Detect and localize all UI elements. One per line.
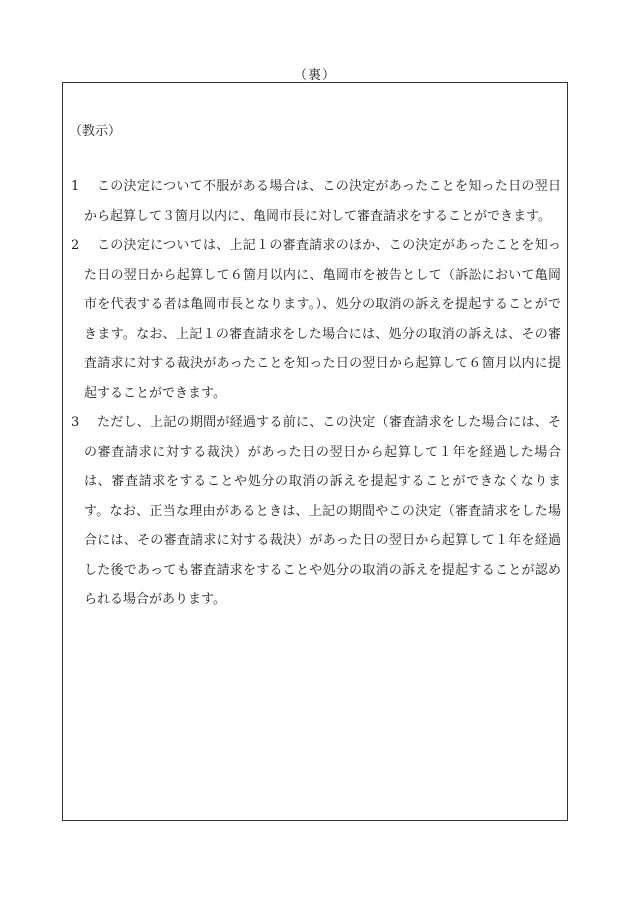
notice-frame [62,82,568,821]
page-side-label: （裏） [293,68,336,83]
notice-item-text: この決定については、上記１の審査請求のほか、この決定があったことを知った日の翌日から起算して６箇月以内に、亀岡市を被告として（訴訟において亀岡市を代表する者は亀岡市長となります。）、処分の取消の訴えを提起することができます。なお、上記１の審査請求をした場合には、処分の取消の訴えは、その審査請求に対する裁決があったことを知った日の翌日から起算して６箇月以内に提起することができます。 [84,238,561,401]
notice-item-text: ただし、上記の期間が経過する前に、この決定（審査請求をした場合には、その審査請求に対する裁決）があった日の翌日から起算して１年を経過した場合は、審査請求をすることや処分の取消の訴えを提起することができなくなります。なお、正当な理由があるときは、上記の期間やこの決定（審査請求をした場合には、その審査請求に対する裁決）があった日の翌日から起算して１年を経過した後であっても審査請求をすることや処分の取消の訴えを提起することが認められる場合があります。 [84,415,561,607]
notice-item-1 [63,172,567,231]
notice-item-number: 1 [71,179,80,194]
notice-item-3 [63,408,567,615]
notice-item-text: この決定について不服がある場合は、この決定があったことを知った日の翌日から起算して３箇月以内に、亀岡市長に対して審査請求をすることができます。 [84,179,561,224]
notice-list [63,172,567,615]
notice-item-2 [63,231,567,408]
notice-heading: （教示） [69,124,122,139]
notice-item-number: 3 [71,415,80,430]
notice-item-number: 2 [71,238,80,253]
